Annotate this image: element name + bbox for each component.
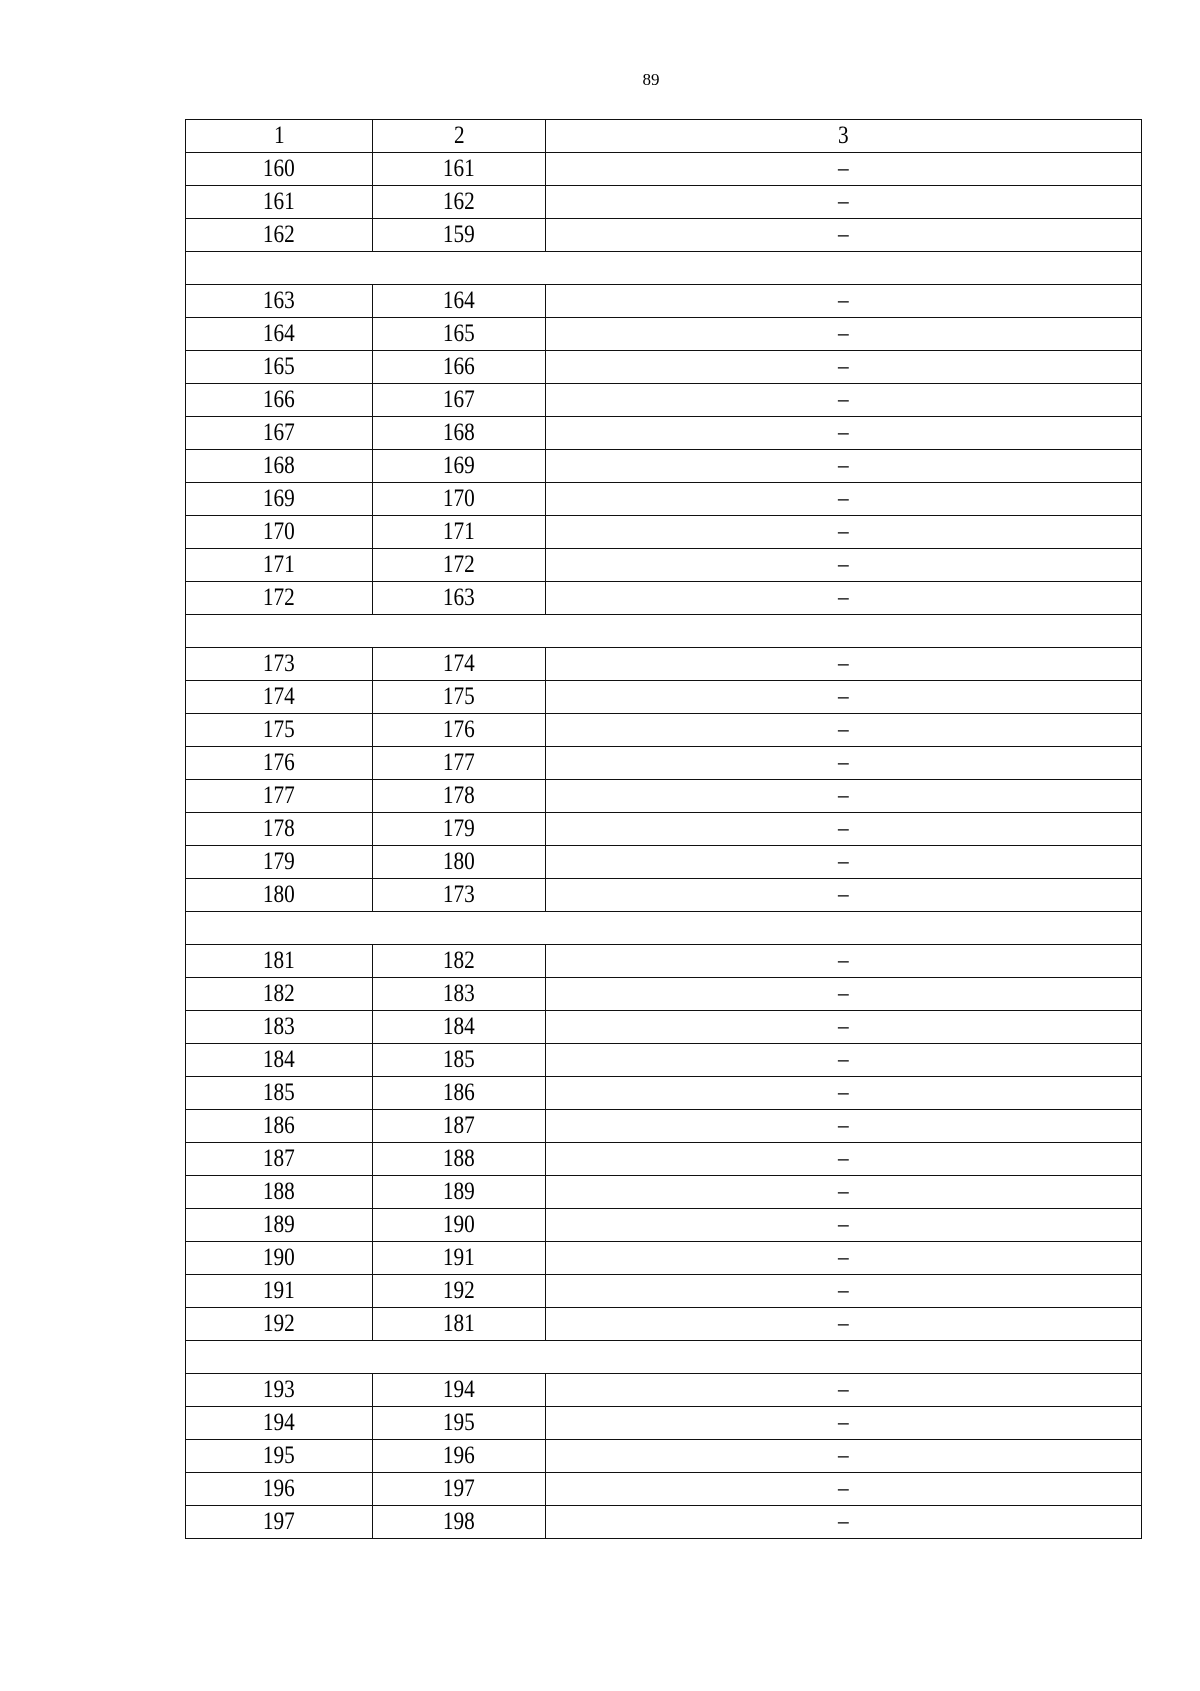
header-label: 3 — [838, 122, 849, 149]
table-row — [186, 945, 1142, 978]
table-cell — [186, 186, 373, 219]
cell-value: 194 — [263, 1409, 295, 1436]
cell-value: 191 — [443, 1244, 475, 1271]
table-cell — [186, 780, 373, 813]
table-row — [186, 549, 1142, 582]
cell-value: 172 — [443, 551, 475, 578]
table-cell — [546, 1407, 1142, 1440]
table-cell — [546, 549, 1142, 582]
table-cell — [546, 1242, 1142, 1275]
table-row — [186, 780, 1142, 813]
cell-value: 188 — [263, 1178, 295, 1205]
table-cell — [186, 1440, 373, 1473]
cell-value: – — [838, 881, 849, 908]
cell-value: 190 — [443, 1211, 475, 1238]
cell-value: 192 — [443, 1277, 475, 1304]
cell-value: 189 — [443, 1178, 475, 1205]
cell-value: – — [838, 1145, 849, 1172]
cell-value: 178 — [443, 782, 475, 809]
table-cell — [186, 813, 373, 846]
table-row — [186, 1407, 1142, 1440]
table-cell — [373, 285, 546, 318]
table-cell — [546, 780, 1142, 813]
cell-value: 187 — [263, 1145, 295, 1172]
cell-value: – — [838, 452, 849, 479]
table-cell — [186, 1242, 373, 1275]
table-cell — [546, 1044, 1142, 1077]
cell-value: 160 — [263, 155, 295, 182]
table-cell — [546, 384, 1142, 417]
cell-value: – — [838, 155, 849, 182]
table-cell — [373, 1407, 546, 1440]
cell-value: – — [838, 1046, 849, 1073]
table-cell — [186, 945, 373, 978]
table-row — [186, 813, 1142, 846]
separator-row — [186, 252, 1142, 285]
table-row — [186, 186, 1142, 219]
table-cell — [373, 1242, 546, 1275]
table-cell — [546, 582, 1142, 615]
cell-value: 163 — [443, 584, 475, 611]
cell-value: 159 — [443, 221, 475, 248]
table-cell — [186, 1275, 373, 1308]
cell-value: – — [838, 1211, 849, 1238]
table-cell — [373, 384, 546, 417]
cell-value: 195 — [263, 1442, 295, 1469]
table-cell — [546, 186, 1142, 219]
table-cell — [373, 648, 546, 681]
cell-value: 192 — [263, 1310, 295, 1337]
table-cell — [186, 1308, 373, 1341]
table-cell — [373, 549, 546, 582]
cell-value: 175 — [263, 716, 295, 743]
table-row — [186, 1242, 1142, 1275]
cell-value: – — [838, 485, 849, 512]
table-cell — [373, 483, 546, 516]
table-cell — [186, 978, 373, 1011]
table-cell — [546, 1308, 1142, 1341]
cell-value: 196 — [263, 1475, 295, 1502]
table-cell — [546, 813, 1142, 846]
table-cell — [546, 351, 1142, 384]
cell-value: – — [838, 287, 849, 314]
separator-cell — [186, 252, 1142, 285]
table-cell — [186, 450, 373, 483]
table-cell — [373, 945, 546, 978]
header-label: 2 — [453, 122, 465, 149]
header-cell — [373, 120, 546, 153]
table-cell — [373, 1473, 546, 1506]
cell-value: 179 — [263, 848, 295, 875]
table-cell — [186, 1143, 373, 1176]
table-row — [186, 1077, 1142, 1110]
cell-value: 179 — [443, 815, 475, 842]
table-cell — [546, 1077, 1142, 1110]
table-row — [186, 1374, 1142, 1407]
cell-value: 187 — [443, 1112, 475, 1139]
table-row — [186, 1143, 1142, 1176]
table-cell — [546, 714, 1142, 747]
cell-value: 182 — [443, 947, 475, 974]
cell-value: 177 — [443, 749, 475, 776]
cell-value: 193 — [263, 1376, 295, 1403]
cell-value: – — [838, 683, 849, 710]
table-row — [186, 1209, 1142, 1242]
cell-value: – — [838, 848, 849, 875]
table-body — [186, 120, 1142, 1539]
table-cell — [186, 582, 373, 615]
cell-value: 163 — [263, 287, 295, 314]
cell-value: 194 — [443, 1376, 475, 1403]
cell-value: 172 — [263, 584, 295, 611]
cell-value: 197 — [263, 1508, 295, 1535]
table-row — [186, 648, 1142, 681]
table-cell — [186, 681, 373, 714]
cell-value: 178 — [263, 815, 295, 842]
table-cell — [186, 351, 373, 384]
cell-value: 177 — [263, 782, 295, 809]
cell-value: 165 — [263, 353, 295, 380]
cell-value: 196 — [443, 1442, 475, 1469]
cell-value: 176 — [443, 716, 475, 743]
table-cell — [546, 450, 1142, 483]
cell-value: – — [838, 320, 849, 347]
cell-value: 197 — [443, 1475, 475, 1502]
table-cell — [373, 1011, 546, 1044]
table-row — [186, 846, 1142, 879]
table-row — [186, 1044, 1142, 1077]
cell-value: – — [838, 947, 849, 974]
table-cell — [186, 1473, 373, 1506]
header-row — [186, 120, 1142, 153]
separator-row — [186, 912, 1142, 945]
cell-value: 198 — [443, 1508, 475, 1535]
table-cell — [546, 285, 1142, 318]
cell-value: 191 — [263, 1277, 295, 1304]
cell-value: 167 — [263, 419, 295, 446]
cell-value: – — [838, 518, 849, 545]
table-cell — [546, 945, 1142, 978]
table-cell — [186, 1209, 373, 1242]
cell-value: 175 — [443, 683, 475, 710]
table-cell — [546, 1011, 1142, 1044]
cell-value: 167 — [443, 386, 475, 413]
table-cell — [546, 417, 1142, 450]
cell-value: 169 — [443, 452, 475, 479]
cell-value: – — [838, 1013, 849, 1040]
table-cell — [186, 879, 373, 912]
cell-value: – — [838, 1442, 849, 1469]
table-cell — [373, 714, 546, 747]
table-cell — [186, 549, 373, 582]
table-cell — [373, 747, 546, 780]
cell-value: – — [838, 716, 849, 743]
cell-value: – — [838, 782, 849, 809]
cell-value: 181 — [263, 947, 295, 974]
cell-value: – — [838, 815, 849, 842]
cell-value: 176 — [263, 749, 295, 776]
table-cell — [546, 1209, 1142, 1242]
cell-value: 189 — [263, 1211, 295, 1238]
cell-value: – — [838, 650, 849, 677]
table-cell — [186, 516, 373, 549]
table-row — [186, 1440, 1142, 1473]
cell-value: – — [838, 1376, 849, 1403]
cell-value: – — [838, 1112, 849, 1139]
cell-value: 183 — [263, 1013, 295, 1040]
table-row — [186, 681, 1142, 714]
cell-value: 161 — [443, 155, 475, 182]
cell-value: 164 — [263, 320, 295, 347]
table-cell — [186, 714, 373, 747]
table-cell — [546, 153, 1142, 186]
cell-value: – — [838, 1475, 849, 1502]
table-cell — [186, 318, 373, 351]
cell-value: 184 — [263, 1046, 295, 1073]
table-cell — [546, 846, 1142, 879]
cell-value: – — [838, 980, 849, 1007]
cell-value: 162 — [263, 221, 295, 248]
header-cell — [546, 120, 1142, 153]
cell-value: 182 — [263, 980, 295, 1007]
cell-value: 185 — [263, 1079, 295, 1106]
table-cell — [373, 1506, 546, 1539]
table-cell — [373, 351, 546, 384]
table-row — [186, 285, 1142, 318]
cell-value: 180 — [263, 881, 295, 908]
table-cell — [546, 747, 1142, 780]
table-cell — [373, 1044, 546, 1077]
table-row — [186, 318, 1142, 351]
header-label: 1 — [273, 122, 285, 149]
cell-value: 184 — [443, 1013, 475, 1040]
table-cell — [373, 1110, 546, 1143]
table-cell — [546, 1374, 1142, 1407]
table-cell — [186, 648, 373, 681]
table-row — [186, 1011, 1142, 1044]
table-row — [186, 351, 1142, 384]
cell-value: 173 — [443, 881, 475, 908]
table-cell — [186, 1044, 373, 1077]
page-number: 89 — [642, 70, 660, 89]
cell-value: 168 — [263, 452, 295, 479]
cell-value: – — [838, 1178, 849, 1205]
table-cell — [546, 879, 1142, 912]
table-cell — [373, 1440, 546, 1473]
cell-value: – — [838, 551, 849, 578]
cell-value: 174 — [263, 683, 295, 710]
table-row — [186, 1473, 1142, 1506]
cell-value: – — [838, 188, 849, 215]
table-cell — [373, 318, 546, 351]
cell-value: – — [838, 1508, 849, 1535]
table-row — [186, 1176, 1142, 1209]
table-row — [186, 450, 1142, 483]
cell-value: 186 — [263, 1112, 295, 1139]
cell-value: 171 — [263, 551, 295, 578]
table-cell — [186, 1077, 373, 1110]
cell-value: 190 — [263, 1244, 295, 1271]
table-cell — [546, 978, 1142, 1011]
table-cell — [373, 1308, 546, 1341]
table-row — [186, 1275, 1142, 1308]
table-cell — [186, 384, 373, 417]
table-row — [186, 747, 1142, 780]
table-cell — [373, 846, 546, 879]
cell-value: – — [838, 1079, 849, 1106]
table-cell — [186, 1176, 373, 1209]
cell-value: 171 — [443, 518, 475, 545]
data-table — [185, 119, 1142, 1539]
table-cell — [186, 417, 373, 450]
cell-value: 169 — [263, 485, 295, 512]
header-cell — [186, 120, 373, 153]
table-cell — [373, 417, 546, 450]
cell-value: – — [838, 584, 849, 611]
separator-cell — [186, 912, 1142, 945]
cell-value: 166 — [443, 353, 475, 380]
table-row — [186, 1308, 1142, 1341]
table-row — [186, 978, 1142, 1011]
cell-value: – — [838, 749, 849, 776]
table-cell — [373, 516, 546, 549]
cell-value: 173 — [263, 650, 295, 677]
table-cell — [546, 219, 1142, 252]
table-cell — [373, 978, 546, 1011]
cell-value: 168 — [443, 419, 475, 446]
table-row — [186, 1506, 1142, 1539]
table-row — [186, 384, 1142, 417]
cell-value: 180 — [443, 848, 475, 875]
table-cell — [373, 1275, 546, 1308]
cell-value: 164 — [443, 287, 475, 314]
cell-value: 162 — [443, 188, 475, 215]
separator-row — [186, 1341, 1142, 1374]
cell-value: 165 — [443, 320, 475, 347]
cell-value: 161 — [263, 188, 295, 215]
separator-row — [186, 615, 1142, 648]
table-cell — [546, 648, 1142, 681]
table-cell — [186, 747, 373, 780]
table-cell — [546, 516, 1142, 549]
cell-value: – — [838, 1277, 849, 1304]
cell-value: 183 — [443, 980, 475, 1007]
table-row — [186, 516, 1142, 549]
table-cell — [373, 1143, 546, 1176]
table-cell — [546, 681, 1142, 714]
table-cell — [373, 219, 546, 252]
table-row — [186, 219, 1142, 252]
table-cell — [373, 153, 546, 186]
table-cell — [546, 1275, 1142, 1308]
cell-value: – — [838, 419, 849, 446]
table-cell — [373, 1209, 546, 1242]
table-cell — [373, 1077, 546, 1110]
table-cell — [186, 1506, 373, 1539]
table-cell — [546, 1473, 1142, 1506]
table-row — [186, 582, 1142, 615]
table-cell — [373, 582, 546, 615]
table-cell — [373, 1176, 546, 1209]
table-cell — [373, 879, 546, 912]
table-cell — [373, 1374, 546, 1407]
table-row — [186, 714, 1142, 747]
cell-value: 185 — [443, 1046, 475, 1073]
cell-value: 188 — [443, 1145, 475, 1172]
cell-value: – — [838, 1409, 849, 1436]
table-row — [186, 879, 1142, 912]
table-row — [186, 417, 1142, 450]
table-cell — [373, 186, 546, 219]
cell-value: – — [838, 1310, 849, 1337]
separator-cell — [186, 1341, 1142, 1374]
separator-cell — [186, 615, 1142, 648]
table-cell — [186, 483, 373, 516]
cell-value: 166 — [263, 386, 295, 413]
cell-value: – — [838, 353, 849, 380]
table-cell — [186, 1110, 373, 1143]
table-cell — [373, 450, 546, 483]
table-cell — [186, 219, 373, 252]
table-cell — [186, 1407, 373, 1440]
cell-value: 195 — [443, 1409, 475, 1436]
table-cell — [546, 1440, 1142, 1473]
table-cell — [546, 483, 1142, 516]
table-cell — [373, 780, 546, 813]
table-cell — [373, 813, 546, 846]
cell-value: 174 — [443, 650, 475, 677]
table-cell — [186, 1374, 373, 1407]
cell-value: 186 — [443, 1079, 475, 1106]
table-cell — [186, 846, 373, 879]
table-cell — [186, 1011, 373, 1044]
table-cell — [546, 1143, 1142, 1176]
table-cell — [186, 285, 373, 318]
table-cell — [546, 1506, 1142, 1539]
cell-value: 170 — [263, 518, 295, 545]
cell-value: – — [838, 1244, 849, 1271]
table-row — [186, 1110, 1142, 1143]
cell-value: – — [838, 221, 849, 248]
table-row — [186, 483, 1142, 516]
table-cell — [186, 153, 373, 186]
table-cell — [546, 1176, 1142, 1209]
cell-value: 181 — [443, 1310, 475, 1337]
cell-value: – — [838, 386, 849, 413]
table-cell — [546, 318, 1142, 351]
table-row — [186, 153, 1142, 186]
table-cell — [546, 1110, 1142, 1143]
table-cell — [373, 681, 546, 714]
cell-value: 170 — [443, 485, 475, 512]
